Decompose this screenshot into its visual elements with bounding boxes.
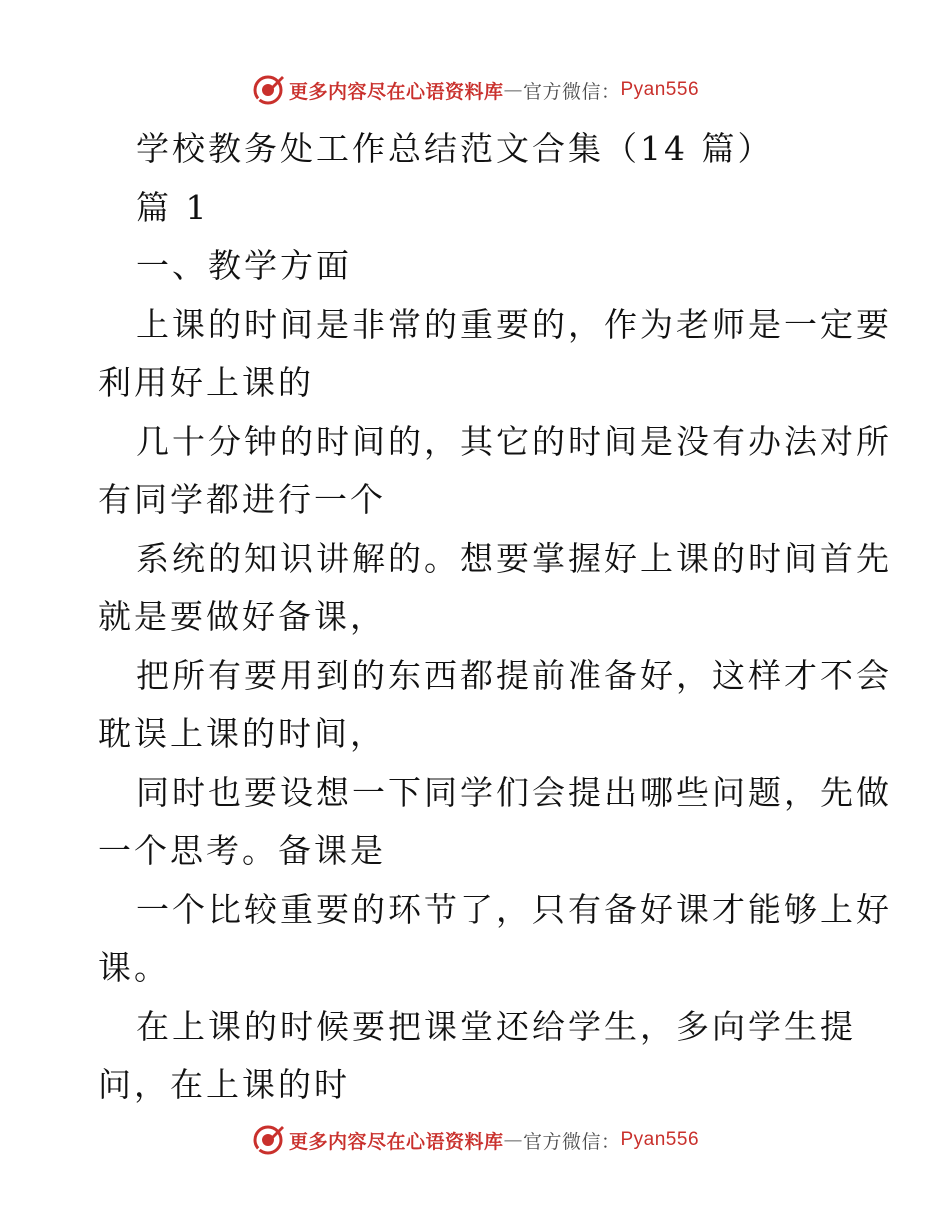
paragraph-line: 一个比较重要的环节了，只有备好课才能够上好: [136, 889, 892, 929]
pen-logo-icon: [251, 1123, 285, 1157]
paragraph-line: 耽误上课的时间，: [98, 714, 386, 753]
paragraph-line: 有同学都进行一个: [98, 480, 386, 519]
watermark-separator: —: [503, 1129, 523, 1151]
pen-logo-icon: [251, 73, 285, 107]
watermark-wechat-id: Pyan556: [620, 79, 700, 100]
section-heading: 一、教学方面: [136, 246, 352, 285]
paragraph-line: 课。: [98, 948, 170, 987]
paragraph-line: 一个思考。备课是: [98, 831, 386, 870]
watermark-wechat-id: Pyan556: [620, 1129, 700, 1150]
paragraph-line: 同时也要设想一下同学们会提出哪些问题，先做: [136, 772, 892, 812]
watermark-separator: —: [503, 79, 523, 101]
paragraph-line: 系统的知识讲解的。想要掌握好上课的时间首先: [136, 538, 892, 578]
paragraph-line: 在上课的时候要把课堂还给学生，多向学生提: [136, 1006, 856, 1046]
footer-watermark: [0, 1120, 950, 1160]
watermark-main-text: 更多内容尽在心语资料库: [288, 80, 504, 103]
paragraph-line: 上课的时间是非常的重要的，作为老师是一定要: [136, 304, 892, 344]
paragraph-line: 几十分钟的时间的，其它的时间是没有办法对所: [136, 421, 892, 461]
paragraph-line: 利用好上课的: [98, 363, 314, 402]
watermark-official-label: 官方微信：: [522, 1130, 621, 1153]
document-body: [98, 120, 892, 1115]
header-watermark: [0, 70, 950, 110]
paragraph-line: 把所有要用到的东西都提前准备好，这样才不会: [136, 655, 892, 695]
paragraph-line: 就是要做好备课，: [98, 597, 386, 636]
paragraph-line: 问，在上课的时: [98, 1065, 350, 1104]
document-title: 学校教务处工作总结范文合集（14 篇）: [136, 129, 774, 168]
watermark-official-label: 官方微信：: [522, 80, 621, 103]
section-label: 篇 1: [136, 187, 210, 227]
watermark-main-text: 更多内容尽在心语资料库: [288, 1130, 504, 1153]
